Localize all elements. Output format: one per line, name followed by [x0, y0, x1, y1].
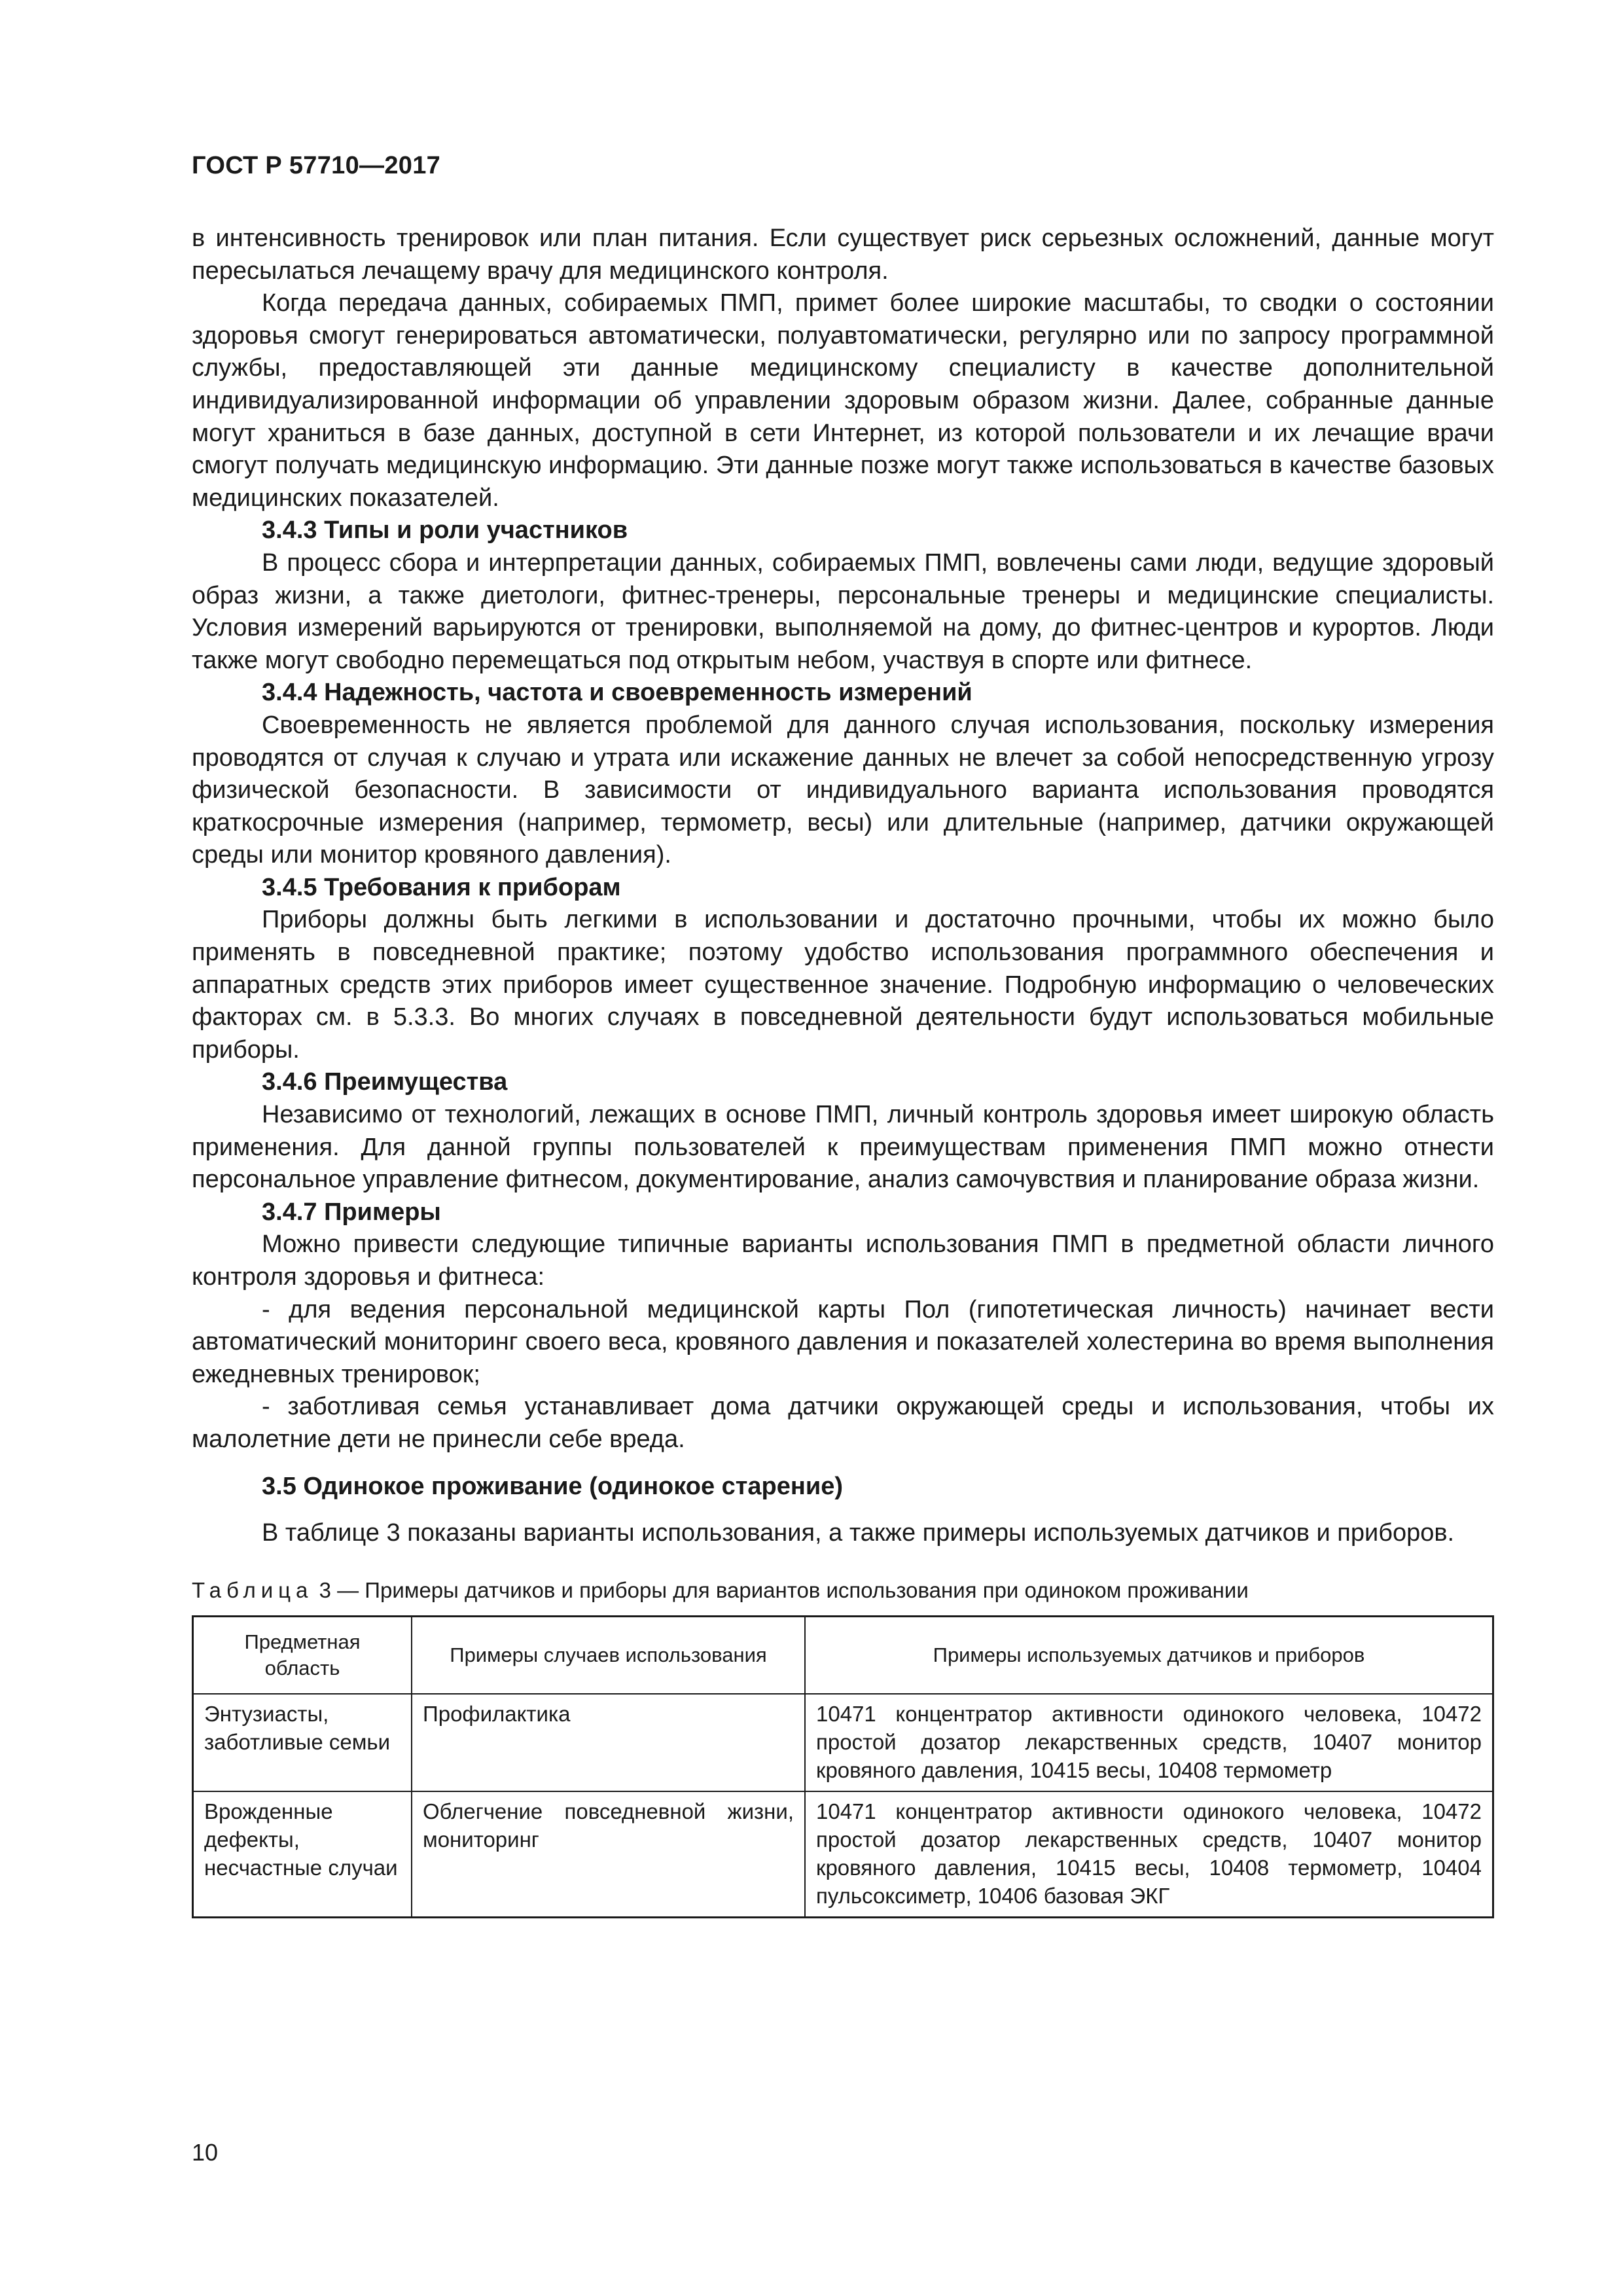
subsection-heading-3-4-4: 3.4.4 Надежность, частота и своевременность измерений	[262, 679, 972, 707]
subsection-heading-3-4-3: 3.4.3 Типы и роли участников	[262, 516, 628, 545]
paragraph: В таблице 3 показаны варианты использования, а также примеры используемых датчиков и приборов.	[262, 1519, 1455, 1547]
table-caption-text: 3 — Примеры датчиков и приборы для вариантов использования при одиноком проживании	[319, 1577, 1249, 1602]
paragraph: Можно привести следующие типичные варианты использования ПМП в предметной области личного контроля здоровья и фитнеса:	[192, 1230, 1494, 1291]
table-cell-cases: Профилактика	[412, 1694, 805, 1791]
document-body	[192, 223, 1494, 1918]
subsection-heading-3-4-7: 3.4.7 Примеры	[262, 1198, 441, 1226]
table-row	[193, 1791, 1493, 1918]
table-caption	[192, 1576, 1494, 1605]
table-cell-area: Энтузиасты, заботливые семьи	[193, 1694, 412, 1791]
table-cell-cases: Облегчение повседневной жизни, мониторинг	[412, 1791, 805, 1918]
table-row	[193, 1694, 1493, 1791]
table-cell-devices: 10471 концентратор активности одинокого человека, 10472 простой дозатор лекарственных средств, 10407 монитор кровяного давления, 10415 весы, 10408 термометр, 10404 пульсоксиметр, 10406 базовая ЭКГ	[805, 1791, 1493, 1918]
table-header-cell: Предметная область	[193, 1616, 412, 1694]
paragraph: Независимо от технологий, лежащих в основе ПМП, личный контроль здоровья имеет широкую область применения. Для данной группы пользователей к преимуществам применения ПМП можно отнести персональное управление фитнесом, документирование, анализ самочувствия и планирование образа жизни.	[192, 1101, 1494, 1194]
paragraph: В процесс сбора и интерпретации данных, собираемых ПМП, вовлечены сами люди, ведущие здоровый образ жизни, а также диетологи, фитнес-тренеры, персональные тренеры и медицинские специалисты. Условия измерений варьируются от тренировки, выполняемой на дому, до фитнес-центров и курортов. Люди также могут свободно перемещаться под открытым небом, участвуя в спорте или фитнесе.	[192, 548, 1494, 674]
table-header-cell: Примеры используемых датчиков и приборов	[805, 1616, 1493, 1694]
table-caption-label: Таблица	[192, 1577, 313, 1602]
list-item: - заботливая семья устанавливает дома датчики окружающей среды и использования, чтобы их малолетние дети не принесли себе вреда.	[192, 1393, 1494, 1453]
table-header-row	[193, 1616, 1493, 1694]
sensors-table	[192, 1615, 1494, 1918]
section-heading-3-5: 3.5 Одинокое проживание (одинокое старение)	[262, 1472, 843, 1500]
table-cell-devices: 10471 концентратор активности одинокого человека, 10472 простой дозатор лекарственных средств, 10407 монитор кровяного давления, 10415 весы, 10408 термометр	[805, 1694, 1493, 1791]
table-header-cell: Примеры случаев использования	[412, 1616, 805, 1694]
table-cell-area: Врожденные дефекты, несчастные случаи	[193, 1791, 412, 1918]
document-page	[192, 0, 1494, 2296]
subsection-heading-3-4-6: 3.4.6 Преимущества	[262, 1068, 508, 1096]
paragraph: в интенсивность тренировок или план питания. Если существует риск серьезных осложнений, данные могут пересылаться лечащему врачу для медицинского контроля.	[192, 224, 1494, 285]
list-item: - для ведения персональной медицинской карты Пол (гипотетическая личность) начинает вести автоматический мониторинг своего веса, кровяного давления и показателей холестерина во время выполнения ежедневных тренировок;	[192, 1295, 1494, 1388]
page-number: 10	[192, 2139, 219, 2166]
paragraph: Приборы должны быть легкими в использовании и достаточно прочными, чтобы их можно было применять в повседневной практике; поэтому удобство использования программного обеспечения и аппаратных средств этих приборов имеет существенное значение. Подробную информацию о человеческих факторах см. в 5.3.3. Во многих случаях в повседневной деятельности будут использоваться мобильные приборы.	[192, 906, 1494, 1064]
subsection-heading-3-4-5: 3.4.5 Требования к приборам	[262, 873, 621, 901]
paragraph: Когда передача данных, собираемых ПМП, примет более широкие масштабы, то сводки о состоянии здоровья смогут генерироваться автоматически, полуавтоматически, регулярно или по запросу программной службы, предоставляющей эти данные медицинскому специалисту в качестве дополнительной индивидуализированной информации об управлении здоровым образом жизни. Далее, собранные данные могут храниться в базе данных, доступной в сети Интернет, из которой пользователи и их лечащие врачи смогут получать медицинскую информацию. Эти данные позже могут также использоваться в качестве базовых медицинских показателей.	[192, 289, 1494, 512]
paragraph: Своевременность не является проблемой для данного случая использования, поскольку измерения проводятся от случая к случаю и утрата или искажение данных не влечет за собой непосредственную угрозу физической безопасности. В зависимости от индивидуального варианта использования проводятся краткосрочные измерения (например, термометр, весы) или длительные (например, датчики окружающей среды или монитор кровяного давления).	[192, 711, 1494, 869]
document-header: ГОСТ Р 57710—2017	[192, 152, 441, 179]
